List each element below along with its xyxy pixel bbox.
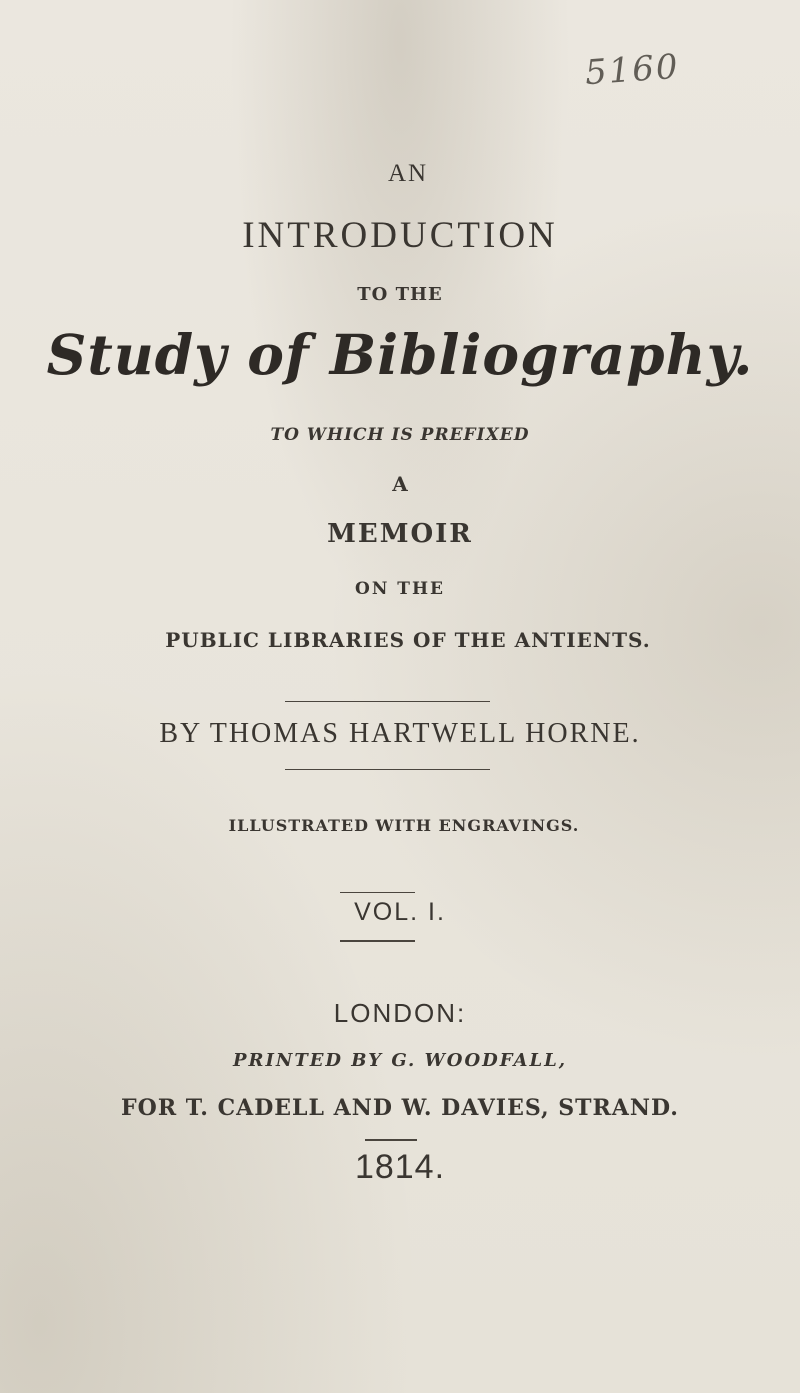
volume-rule-bottom xyxy=(340,940,415,942)
imprint-publisher: FOR T. CADELL AND W. DAVIES, STRAND. xyxy=(121,1095,679,1121)
title-an: AN xyxy=(387,160,429,187)
author-rule-bottom xyxy=(285,769,490,770)
subtitle-libraries: PUBLIC LIBRARIES OF THE ANTIENTS. xyxy=(165,628,651,652)
shelfmark-handwritten: 5160 xyxy=(583,46,681,94)
illustrated-line: ILLUSTRATED WITH ENGRAVINGS. xyxy=(228,816,580,835)
subtitle-prefixed: TO WHICH IS PREFIXED xyxy=(270,425,530,445)
title-introduction: INTRODUCTION xyxy=(242,215,558,256)
author-line: BY THOMAS HARTWELL HORNE. xyxy=(159,718,641,749)
subtitle-on-the: ON THE xyxy=(355,579,445,599)
title-study-of-bibliography: Study of Bibliography. xyxy=(46,322,754,387)
imprint-year: 1814. xyxy=(354,1148,446,1186)
imprint-printer: PRINTED BY G. WOODFALL, xyxy=(232,1050,568,1071)
volume-rule-top xyxy=(340,892,415,893)
title-to-the: TO THE xyxy=(357,284,443,305)
year-rule xyxy=(365,1139,417,1141)
subtitle-memoir: MEMOIR xyxy=(327,519,473,549)
imprint-place: LONDON: xyxy=(333,998,467,1028)
subtitle-a: A xyxy=(392,472,408,496)
volume-label: VOL. I. xyxy=(354,898,446,926)
author-rule-top xyxy=(285,701,490,702)
